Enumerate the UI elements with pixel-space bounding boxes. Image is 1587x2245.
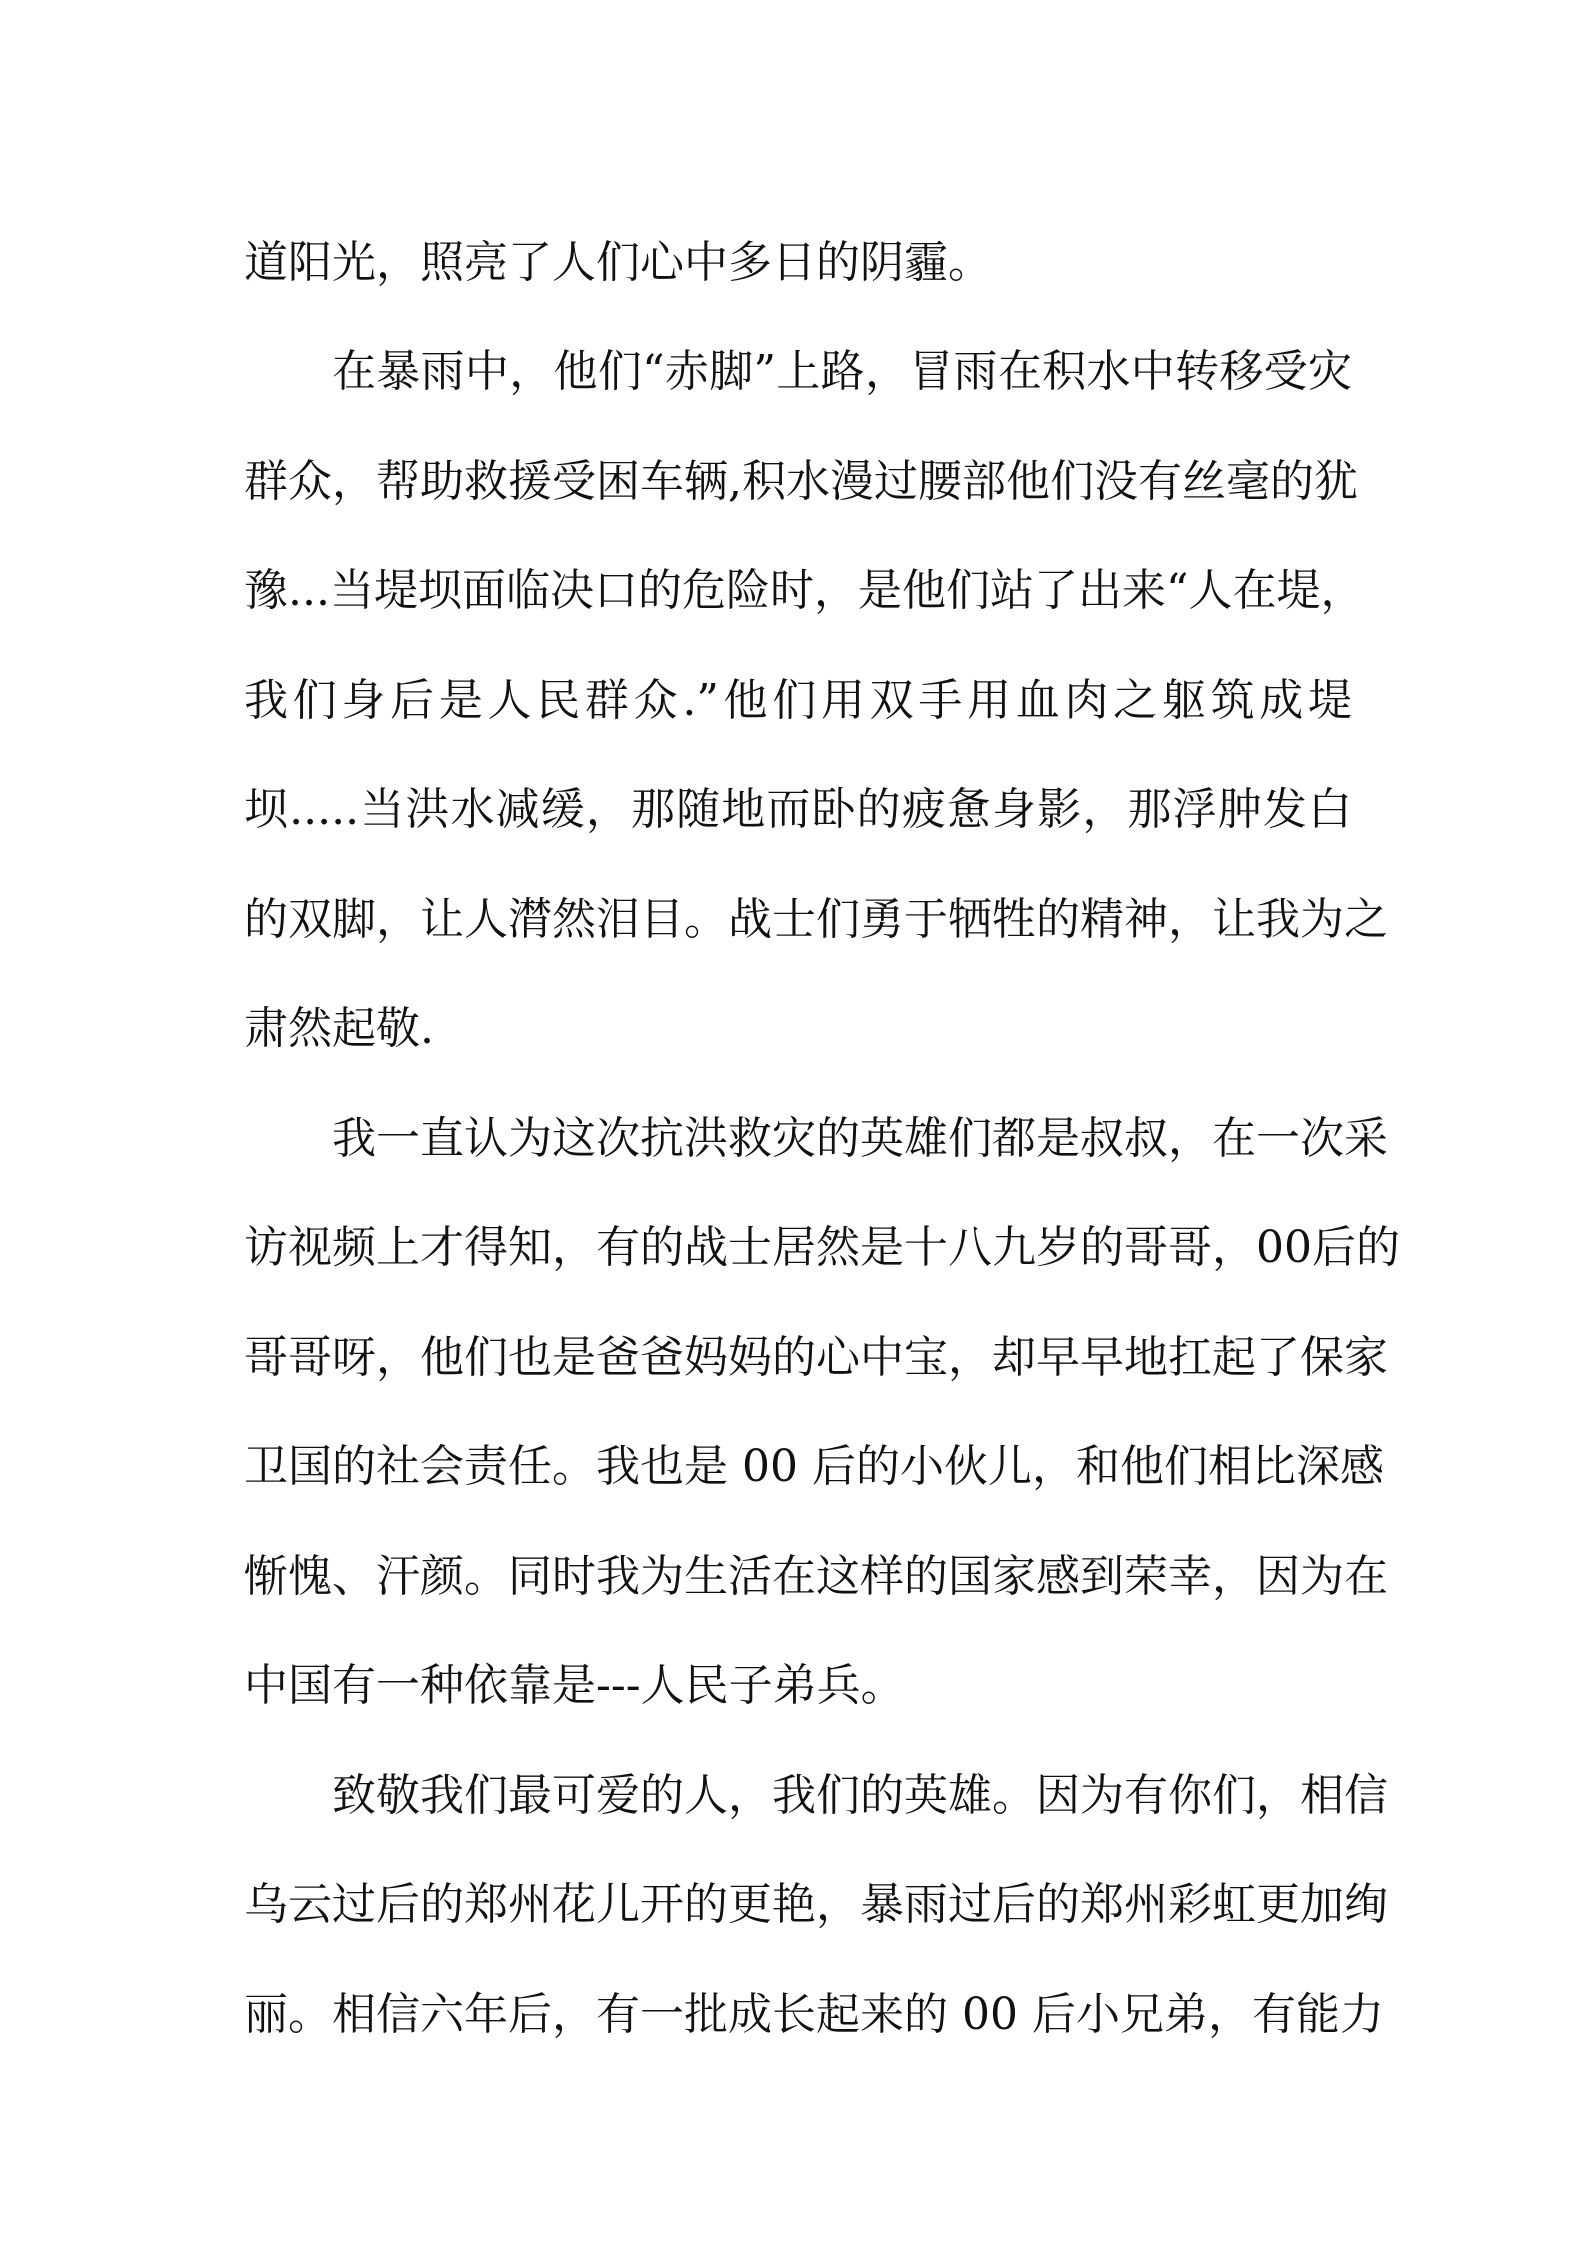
text-line: 惭愧、汗颜。同时我为生活在这样的国家感到荣幸，因为在 bbox=[244, 1551, 1388, 1602]
paragraph-start-line: 我一直认为这次抗洪救灾的英雄们都是叔叔，在一次采 bbox=[332, 1113, 1388, 1164]
text-line: 丽。相信六年后，有一批成长起来的 00 后小兄弟，有能力 bbox=[244, 1989, 1384, 2040]
text-line: 哥哥呀，他们也是爸爸妈妈的心中宝，却早早地扛起了保家 bbox=[244, 1332, 1388, 1383]
text-line: 坝.....当洪水减缓，那随地而卧的疲惫身影，那浮肿发白 bbox=[244, 784, 1352, 835]
text-line: 卫国的社会责任。我也是 00 后的小伙儿，和他们相比深感 bbox=[244, 1441, 1384, 1492]
text-line: 我们身后是人民群众.”他们用双手用血肉之躯筑成堤 bbox=[244, 675, 1352, 726]
text-line: 道阳光，照亮了人们心中多日的阴霾。 bbox=[244, 237, 992, 288]
text-line: 中国有一种依靠是---人民子弟兵。 bbox=[244, 1660, 905, 1711]
text-line: 肃然起敬. bbox=[244, 1003, 434, 1054]
text-line: 豫...当堤坝面临决口的危险时，是他们站了出来“人在堤， bbox=[244, 565, 1365, 616]
text-line: 乌云过后的郑州花儿开的更艳，暴雨过后的郑州彩虹更加绚 bbox=[244, 1879, 1388, 1930]
paragraph-start-line: 在暴雨中，他们“赤脚”上路，冒雨在积水中转移受灾 bbox=[332, 346, 1352, 397]
paragraph-start-line: 致敬我们最可爱的人，我们的英雄。因为有你们，相信 bbox=[332, 1770, 1388, 1821]
text-line: 群众，帮助救援受困车辆,积水漫过腰部他们没有丝毫的犹 bbox=[244, 456, 1358, 507]
text-line: 访视频上才得知，有的战士居然是十八九岁的哥哥，00后的 bbox=[244, 1222, 1400, 1273]
text-line: 的双脚，让人潸然泪目。战士们勇于牺牲的精神，让我为之 bbox=[244, 894, 1388, 945]
